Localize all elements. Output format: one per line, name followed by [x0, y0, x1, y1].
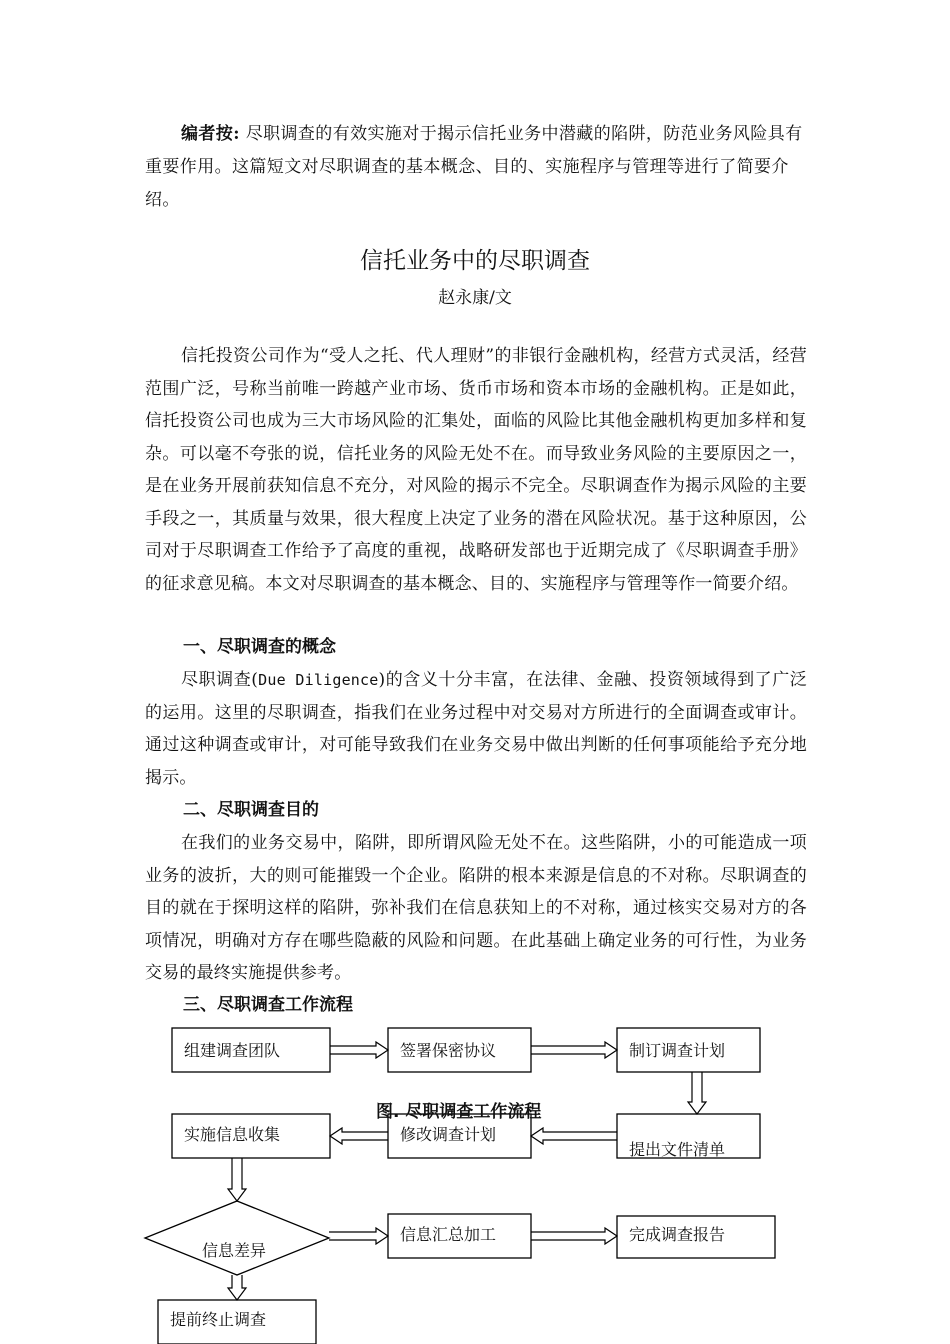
arrow-nda-to-plan [531, 1042, 617, 1058]
section2-heading: 二、尽职调查目的 [183, 800, 319, 820]
diamond-info-gap-label: 信息差异 [202, 1241, 267, 1260]
arrow-list-to-revise [531, 1128, 617, 1144]
box-terminate-label: 提前终止调查 [170, 1310, 267, 1329]
flowchart-caption: 图. 尽职调查工作流程 [376, 1102, 542, 1122]
box-compile-info-label: 信息汇总加工 [400, 1225, 497, 1244]
arrow-compile-to-report [531, 1228, 617, 1244]
diamond-info-gap [145, 1201, 329, 1275]
intro-paragraph: 信托投资公司作为“受人之托、代人理财”的非银行金融机构，经营方式灵活，经营范围广泛，号称当前唯一跨越产业市场、货币市场和资本市场的金融机构。正是如此，信托投资公司也成为三大市场风险的汇集处，面临的风险比其他金融机构更加多样和复杂。可以毫不夸张的说，信托业务的风险无处不在。而导致业务风险的主要原因之一，是在业务开展前获知信息不充分，对风险的揭示不完全。尽职调查作为揭示风险的主要手段之一，其质量与效果，很大程度上决定了业务的潜在风险状况。基于这种原因，公司对于尽职调查工作给予了高度的重视，战略研发部也于近期完成了《尽职调查手册》的征求意见稿。本文对尽职调查的基本概念、目的、实施程序与管理等作一简要介绍。 [145, 346, 807, 594]
editor-note-text: 尽职调查的有效实施对于揭示信托业务中潜藏的陷阱，防范业务风险具有重要作用。这篇短文对尽职调查的基本概念、目的、实施程序与管理等进行了简要介绍。 [145, 124, 803, 210]
box-collect-info-label: 实施信息收集 [184, 1125, 281, 1144]
arrow-collect-to-diamond [228, 1158, 246, 1201]
arrow-revise-to-collect [330, 1128, 388, 1144]
box-finish-report-label: 完成调查报告 [629, 1225, 726, 1244]
arrow-diamond-to-compile [329, 1228, 388, 1244]
editor-note-label: 编者按: [181, 124, 240, 144]
section3-heading: 三、尽职调查工作流程 [183, 995, 353, 1015]
arrow-plan-to-list [688, 1072, 706, 1114]
arrow-diamond-to-terminate [228, 1275, 246, 1300]
box-revise-plan-label: 修改调查计划 [400, 1125, 497, 1144]
box-make-plan-label: 制订调查计划 [629, 1041, 726, 1060]
article-title: 信托业务中的尽职调查 [360, 248, 590, 274]
box-submit-list-label: 提出文件清单 [629, 1140, 726, 1159]
section2-paragraph: 在我们的业务交易中，陷阱，即所谓风险无处不在。这些陷阱，小的可能造成一项业务的波折，大的则可能摧毁一个企业。陷阱的根本来源是信息的不对称。尽职调查的目的就在于探明这样的陷阱，弥补我们在信息获知上的不对称，通过核实交易对方的各项情况，明确对方存在哪些隐蔽的风险和问题。在此基础上确定业务的可行性，为业务交易的最终实施提供参考。 [145, 833, 807, 983]
section1-text-after: )的含义十分丰富，在法律、金融、投资领域得到了广泛的运用。这里的尽职调查，指我们在业务过程中对交易对方所进行的全面调查或审计。通过这种调查或审计，对可能导致我们在业务交易中做出判断的任何事项能给予充分地揭示。 [145, 670, 808, 788]
section1-term: Due Diligence [258, 671, 379, 689]
arrow-team-to-nda [330, 1042, 388, 1058]
box-form-team-label: 组建调查团队 [184, 1041, 281, 1060]
box-sign-nda-label: 签署保密协议 [400, 1041, 497, 1060]
section1-heading: 一、尽职调查的概念 [183, 637, 336, 657]
section1-text-before: 尽职调查( [181, 670, 259, 690]
article-author: 赵永康/文 [438, 288, 512, 308]
